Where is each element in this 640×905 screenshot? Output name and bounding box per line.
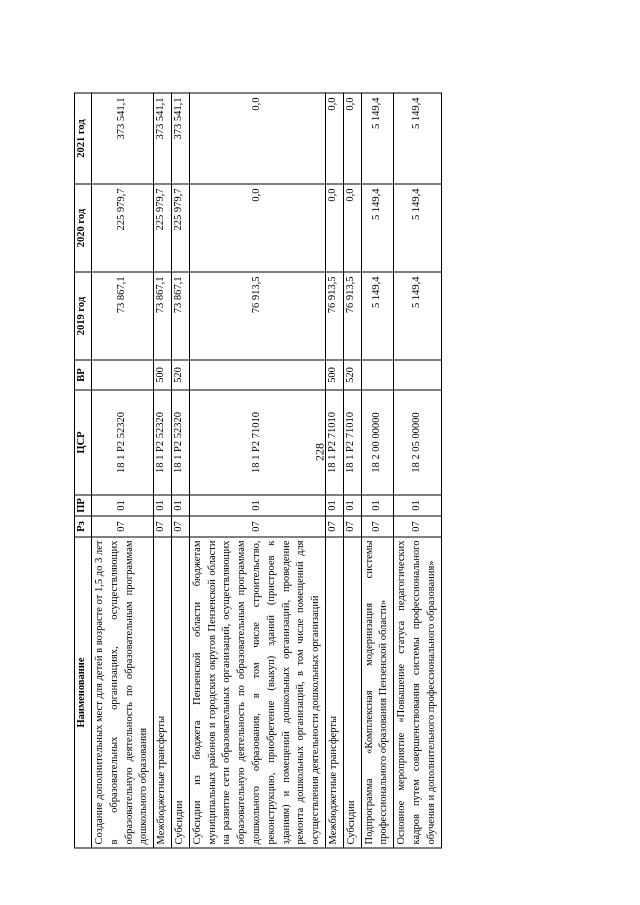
col-header-2019: 2019 год: [75, 272, 92, 360]
col-header-2020: 2020 год: [75, 184, 92, 272]
row-csr: 18 2 00 00000: [361, 390, 394, 495]
row-pr: 01: [325, 495, 343, 516]
row-pr: 01: [154, 495, 172, 516]
row-csr: 18 1 P2 71010: [343, 390, 361, 495]
row-name: Субсидии из бюджета Пензенской области бюджетам муниципальных районов и городских округов Пензенской области на развитие сети образовательных организаций, осуществляющих образовательную деятельность по образовательным программам дошкольного образования, в том числе строительство, реконструкцию, приобретение (выкуп) зданий (пристроев к зданиям) и помещений дошкольных организаций, проведение ремонта дошкольных организаций, в том числе помещений для осуществления деятельности дошкольных организаций: [189, 537, 325, 848]
row-2019: 73 867,1: [92, 272, 154, 360]
row-2019: 76 913,5: [343, 272, 361, 360]
row-rz: 07: [154, 516, 172, 537]
row-2021: 373 541,1: [92, 93, 154, 184]
row-csr: 18 1 P2 71010: [325, 390, 343, 495]
row-2019: 76 913,5: [325, 272, 343, 360]
row-pr: 01: [171, 495, 189, 516]
row-rz: 07: [325, 516, 343, 537]
col-header-name: Наименование: [75, 537, 92, 848]
row-pr: 01: [189, 495, 325, 516]
col-header-pr: ПР: [75, 495, 92, 516]
row-2020: 5 149,4: [394, 184, 441, 272]
row-name: Субсидии: [171, 537, 189, 848]
col-header-rz: Рз: [75, 516, 92, 537]
row-2021: 373 541,1: [171, 93, 189, 184]
row-vr: 520: [171, 360, 189, 390]
row-2020: 0,0: [343, 184, 361, 272]
row-vr: 500: [154, 360, 172, 390]
row-2020: 5 149,4: [361, 184, 394, 272]
row-vr: [92, 360, 154, 390]
row-2020: 225 979,7: [154, 184, 172, 272]
row-csr: 18 1 P2 71010: [189, 390, 325, 495]
row-rz: 07: [189, 516, 325, 537]
row-pr: 01: [92, 495, 154, 516]
row-2021: 5 149,4: [394, 93, 441, 184]
col-header-csr: ЦСР: [75, 390, 92, 495]
page-number: 228: [312, 443, 327, 461]
table-row: [154, 93, 172, 848]
row-2019: 5 149,4: [394, 272, 441, 360]
table-row: [394, 93, 441, 848]
budget-table-container: [74, 94, 478, 849]
row-csr: 18 1 P2 52320: [171, 390, 189, 495]
row-2021: 5 149,4: [361, 93, 394, 184]
table-row: [343, 93, 361, 848]
budget-table: [74, 93, 442, 849]
header-row: [75, 93, 92, 848]
row-csr: 18 2 05 00000: [394, 390, 441, 495]
row-name: Основное мероприятие «Повышение статуса педагогических кадров путем совершенствования системы профессионального обучения и дополнительного профессионального образования»: [394, 537, 441, 848]
row-2021: 0,0: [189, 93, 325, 184]
col-header-2021: 2021 год: [75, 93, 92, 184]
row-pr: 01: [394, 495, 441, 516]
row-name: Межбюджетные трансферты: [325, 537, 343, 848]
table-row: [92, 93, 154, 848]
row-rz: 07: [92, 516, 154, 537]
row-pr: 01: [343, 495, 361, 516]
row-name: Субсидии: [343, 537, 361, 848]
row-name: Межбюджетные трансферты: [154, 537, 172, 848]
row-2021: 0,0: [343, 93, 361, 184]
row-rz: 07: [361, 516, 394, 537]
row-rz: 07: [171, 516, 189, 537]
table-row: [189, 93, 325, 848]
row-2019: 76 913,5: [189, 272, 325, 360]
row-name: Подпрограмма «Комплексная модернизация системы профессионального образования Пензенской области»: [361, 537, 394, 848]
row-name: Создание дополнительных мест для детей в возрасте от 1,5 до 3 лет в образовательных организациях, осуществляющих образовательную деятельность по образовательным программам дошкольного образования: [92, 537, 154, 848]
row-csr: 18 1 P2 52320: [154, 390, 172, 495]
row-2021: 0,0: [325, 93, 343, 184]
row-vr: [394, 360, 441, 390]
table-row: [361, 93, 394, 848]
row-2020: 0,0: [325, 184, 343, 272]
row-vr: [361, 360, 394, 390]
row-2020: 0,0: [189, 184, 325, 272]
row-rz: 07: [394, 516, 441, 537]
row-2021: 373 541,1: [154, 93, 172, 184]
row-pr: 01: [361, 495, 394, 516]
row-vr: 520: [343, 360, 361, 390]
row-vr: [189, 360, 325, 390]
row-2019: 73 867,1: [171, 272, 189, 360]
col-header-vr: ВР: [75, 360, 92, 390]
row-2020: 225 979,7: [171, 184, 189, 272]
row-csr: 18 1 P2 52320: [92, 390, 154, 495]
row-2020: 225 979,7: [92, 184, 154, 272]
row-2019: 73 867,1: [154, 272, 172, 360]
table-row: [325, 93, 343, 848]
table-row: [171, 93, 189, 848]
row-rz: 07: [343, 516, 361, 537]
row-vr: 500: [325, 360, 343, 390]
row-2019: 5 149,4: [361, 272, 394, 360]
